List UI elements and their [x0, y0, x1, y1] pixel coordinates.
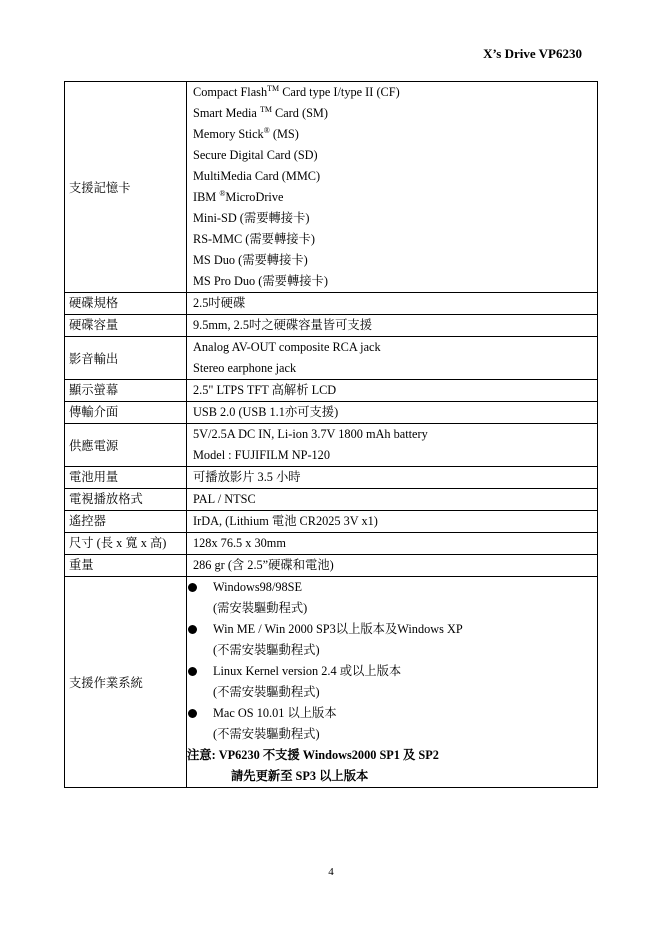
- row-label: 影音輸出: [65, 337, 187, 380]
- row-value: 9.5mm, 2.5吋之硬碟容量皆可支援: [187, 315, 598, 337]
- os-driver-note: (需安裝驅動程式): [213, 601, 308, 615]
- row-value: 可播放影片 3.5 小時: [187, 467, 598, 489]
- memory-card-line: Smart Media ™ Card (SM): [193, 104, 328, 120]
- memory-card-line: Compact Flash™ Card type I/type II (CF): [193, 83, 400, 99]
- row-label: 尺寸 (長 x 寬 x 高): [65, 533, 187, 555]
- page-number: 4: [328, 866, 334, 878]
- memory-card-line: Memory Stick® (MS): [193, 125, 299, 141]
- row-value-memory-cards: [187, 82, 598, 293]
- os-list-item: Windows98/98SE: [193, 577, 597, 598]
- memory-card-line: MultiMedia Card (MMC): [193, 169, 321, 183]
- row-value-av-output: [187, 337, 598, 380]
- row-value: PAL / NTSC: [187, 489, 598, 511]
- os-driver-note: (不需安裝驅動程式): [213, 727, 320, 741]
- row-label: 遙控器: [65, 511, 187, 533]
- row-value-power: [187, 424, 598, 467]
- row-value: USB 2.0 (USB 1.1亦可支援): [187, 402, 598, 424]
- compatibility-note-followup: 請先更新至 SP3 以上版本: [231, 769, 369, 783]
- row-label: 顯示螢幕: [65, 380, 187, 402]
- bullet-icon: [188, 709, 197, 718]
- row-label: 傳輸介面: [65, 402, 187, 424]
- memory-card-line: Secure Digital Card (SD): [193, 148, 318, 162]
- row-label: 供應電源: [65, 424, 187, 467]
- memory-card-line: IBM ®MicroDrive: [193, 188, 284, 204]
- table-row-power: [65, 424, 598, 467]
- table-row-display: [65, 380, 598, 402]
- row-label: 支援作業系統: [65, 577, 187, 788]
- row-label: 支援記憶卡: [65, 82, 187, 293]
- row-label: 重量: [65, 555, 187, 577]
- os-list-item: Win ME / Win 2000 SP3以上版本及Windows XP: [193, 619, 597, 640]
- table-row-battery: [65, 467, 598, 489]
- os-list-item: Linux Kernel version 2.4 或以上版本: [193, 661, 597, 682]
- row-label: 電視播放格式: [65, 489, 187, 511]
- table-row-size: [65, 533, 598, 555]
- bullet-icon: [188, 625, 197, 634]
- row-label: 硬碟容量: [65, 315, 187, 337]
- memory-card-line: MS Duo (需要轉接卡): [193, 253, 308, 267]
- table-row-av-output: [65, 337, 598, 380]
- value-line: Stereo earphone jack: [193, 361, 297, 375]
- table-row-weight: [65, 555, 598, 577]
- value-line: Analog AV-OUT composite RCA jack: [193, 340, 381, 354]
- table-row-memory-cards: [65, 82, 598, 293]
- document-header-title: X’s Drive VP6230: [483, 46, 582, 61]
- value-line: 5V/2.5A DC IN, Li-ion 3.7V 1800 mAh battery: [193, 427, 428, 441]
- os-driver-note: (不需安裝驅動程式): [213, 643, 320, 657]
- table-row-os: [65, 577, 598, 788]
- memory-card-line: Mini-SD (需要轉接卡): [193, 211, 310, 225]
- row-label: 硬碟規格: [65, 293, 187, 315]
- row-value-os: [187, 577, 598, 788]
- row-value: IrDA, (Lithium 電池 CR2025 3V x1): [187, 511, 598, 533]
- spec-table: [64, 81, 598, 788]
- os-driver-note: (不需安裝驅動程式): [213, 685, 320, 699]
- value-line: Model : FUJIFILM NP-120: [193, 448, 330, 462]
- table-row-hdd-capacity: [65, 315, 598, 337]
- table-row-interface: [65, 402, 598, 424]
- table-row-tv-format: [65, 489, 598, 511]
- row-value: 2.5" LTPS TFT 高解析 LCD: [187, 380, 598, 402]
- bullet-icon: [188, 583, 197, 592]
- table-row-hdd-spec: [65, 293, 598, 315]
- bullet-icon: [188, 667, 197, 676]
- os-list-item: Mac OS 10.01 以上版本: [193, 703, 597, 724]
- row-value: 2.5吋硬碟: [187, 293, 598, 315]
- row-value: 286 gr (含 2.5”硬碟和電池): [187, 555, 598, 577]
- row-label: 電池用量: [65, 467, 187, 489]
- row-value: 128x 76.5 x 30mm: [187, 533, 598, 555]
- table-row-remote: [65, 511, 598, 533]
- memory-card-line: RS-MMC (需要轉接卡): [193, 232, 315, 246]
- compatibility-note: 注意: VP6230 不支援 Windows2000 SP1 及 SP2: [187, 748, 439, 762]
- memory-card-line: MS Pro Duo (需要轉接卡): [193, 274, 328, 288]
